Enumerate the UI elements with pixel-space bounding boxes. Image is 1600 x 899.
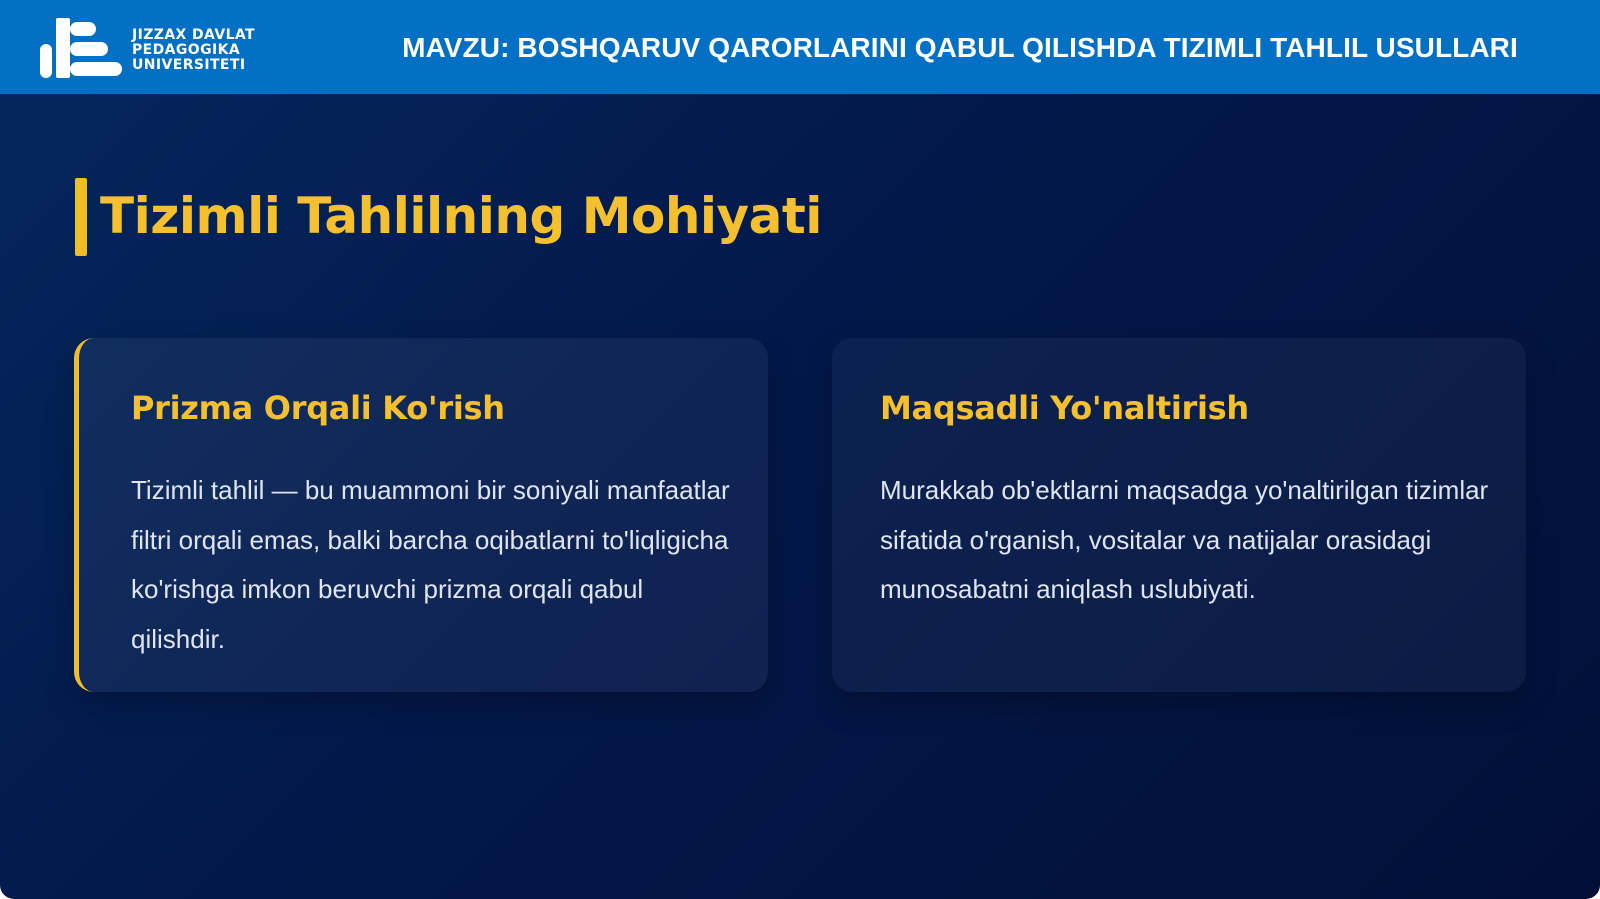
university-name	[132, 28, 292, 73]
slide-title: Tizimli Tahlilning Mohiyati	[100, 187, 822, 245]
card-body-text: Tizimli tahlil — bu muammoni bir soniyali manfaatlar filtri orqali emas, balki barcha oqibatlarni to'liqligicha ko'rishga imkon beruvchi prizma orqali qabul qilishdir.	[131, 475, 730, 654]
topic-heading: MAVZU: BOSHQARUV QARORLARINI QABUL QILISHDA TIZIMLI TAHLIL USULLARI	[402, 32, 1518, 63]
card-body-text: Murakkab ob'ektlarni maqsadga yo'naltirilgan tizimlar sifatida o'rganish, vositalar va natijalar orasidagi munosabatni aniqlash uslubiyati.	[880, 475, 1489, 604]
university-name-line-3: UNIVERSITETI	[132, 57, 246, 73]
card-title: Prizma Orqali Ko'rish	[131, 389, 505, 427]
title-accent-bar	[75, 178, 87, 256]
university-name-line-2: PEDAGOGIKA	[132, 42, 241, 58]
header-bar	[0, 0, 1600, 94]
card-prism-view	[74, 338, 768, 692]
card-goal-orientation	[832, 338, 1526, 692]
university-logo-icon	[40, 18, 126, 78]
university-name-line-1: JIZZAX DAVLAT	[132, 27, 255, 43]
card-title: Maqsadli Yo'naltirish	[880, 389, 1249, 427]
